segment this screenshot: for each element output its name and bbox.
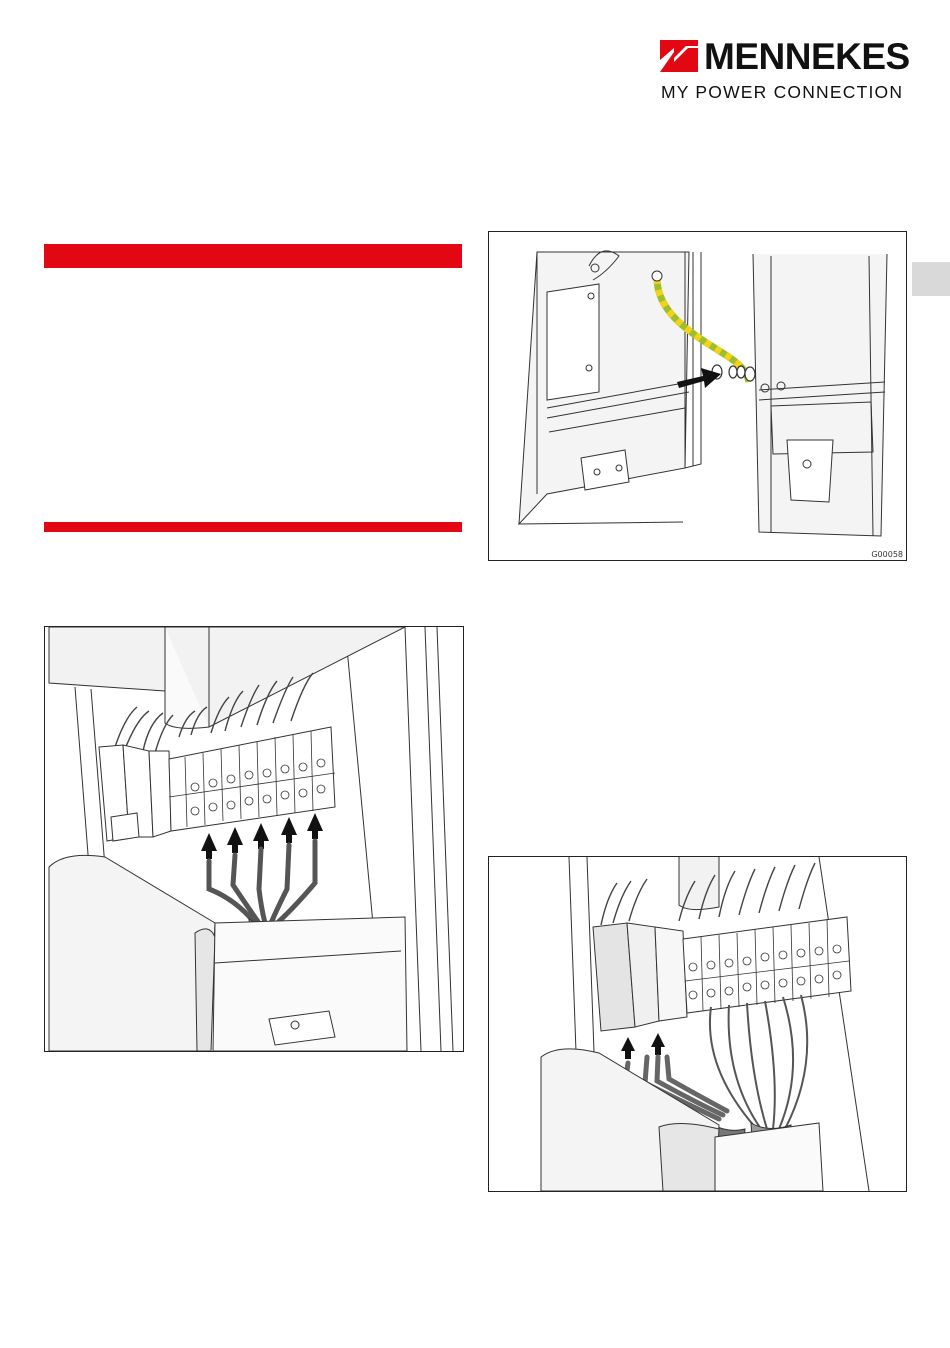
control-cable-terminal-figure [488,856,907,1192]
figure-code: G00058 [871,550,903,559]
warning-header-bar [44,244,462,268]
brand-name: MENNEKES [704,36,910,77]
brand-slogan: MY POWER CONNECTION [661,82,904,102]
mennekes-logo [660,38,908,104]
chapter-tab [912,262,950,296]
supply-cable-terminal-figure [44,626,464,1052]
grounding-cable-figure [488,231,907,561]
terminal-illustration [45,627,463,1051]
control-terminal-illustration [489,857,906,1191]
mennekes-logo-icon [660,40,698,72]
warning-footer-bar [44,522,462,532]
grounding-illustration [489,232,906,560]
